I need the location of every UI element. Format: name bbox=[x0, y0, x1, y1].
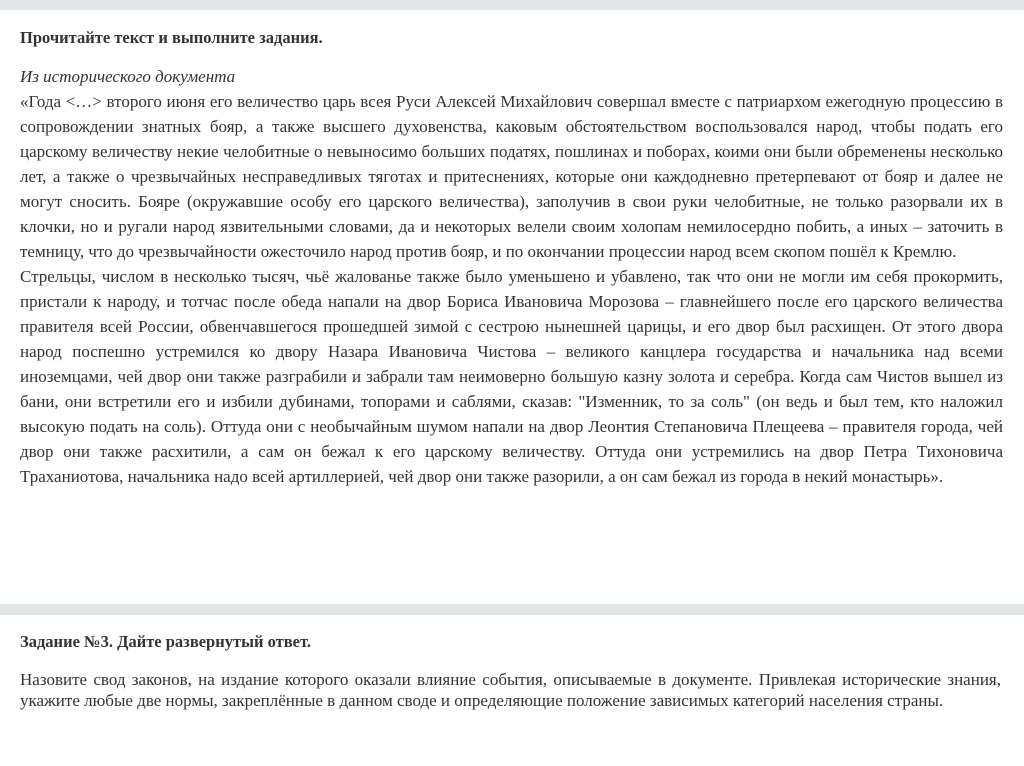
reading-passage bbox=[20, 27, 1003, 489]
document-source-label: Из исторического документа bbox=[20, 67, 236, 86]
task-question-text: Назовите свод законов, на издание которого оказали влияние события, описываемые в документе. Привлекая исторические знания, укажите любые две нормы, закреплённые в данном своде и определяющие положение зависимых категорий населения страны. bbox=[20, 670, 1001, 710]
top-separator-bar bbox=[0, 0, 1024, 10]
document-paragraph-2: Стрельцы, числом в несколько тысяч, чьё жалованье также было уменьшено и убавлено, так что они не могли им себя прокормить, пристали к народу, и тотчас после обеда напали на двор Бориса Ивановича Морозова – главнейшего после его царского величества правителя всей России, обвенчавшегося прошедшей зимой с сестрою нынешней царицы, и его двор был расхищен. От этого двора народ поспешно устремился ко двору Назара Ивановича Чистова – великого канцлера государства и начальника над всеми иноземцами, чей двор они также разграбили и забрали там неимоверно большую казну золота и серебра. Когда сам Чистов вышел из бани, они встретили его и избили дубинами, топорами и саблями, сказав: "Изменник, то за соль" (он ведь и был тем, кто наложил высокую подать на соль). Оттуда они с необычайным шумом напали на двор Леонтия Степановича Плещеева – правителя города, чей двор они также расхитили, а сам он бежал к его царскому величеству. Оттуда они устремились на двор Петра Тихоновича Траханиотова, начальника надо всей артиллерией, чей двор они также разорили, а он сам бежал из города в некий монастырь». bbox=[20, 267, 1003, 486]
task-title: Задание №3. Дайте развернутый ответ. bbox=[20, 632, 311, 651]
task-section bbox=[20, 631, 1001, 711]
passage-instruction: Прочитайте текст и выполните задания. bbox=[20, 28, 323, 47]
document-paragraph-1: «Года <…> второго июня его величество царь всея Руси Алексей Михайлович совершал вместе с патриархом ежегодную процессию в сопровождении знатных бояр, а также высшего духовенства, каковым обстоятельством воспользовался народ, чтобы подать его царскому величеству некие челобитные о невыносимо больших податях, пошлинах и поборах, коими они были обременены несколько лет, а также о чрезвычайных несправедливых тяготах и притеснениях, которые они каждодневно претерпевают от бояр и далее не могут сносить. Бояре (окружавшие особу его царского величества), заполучив в свои руки челобитные, не только разорвали их в клочки, но и ругали народ язвительными словами, да и некоторых велели своим холопам немилосердно побить, а иных – заточить в темницу, что до чрезвычайности ожесточило народ против бояр, и по окончании процессии народ всем скопом пошёл к Кремлю. bbox=[20, 92, 1003, 261]
section-separator-bar bbox=[0, 604, 1024, 615]
